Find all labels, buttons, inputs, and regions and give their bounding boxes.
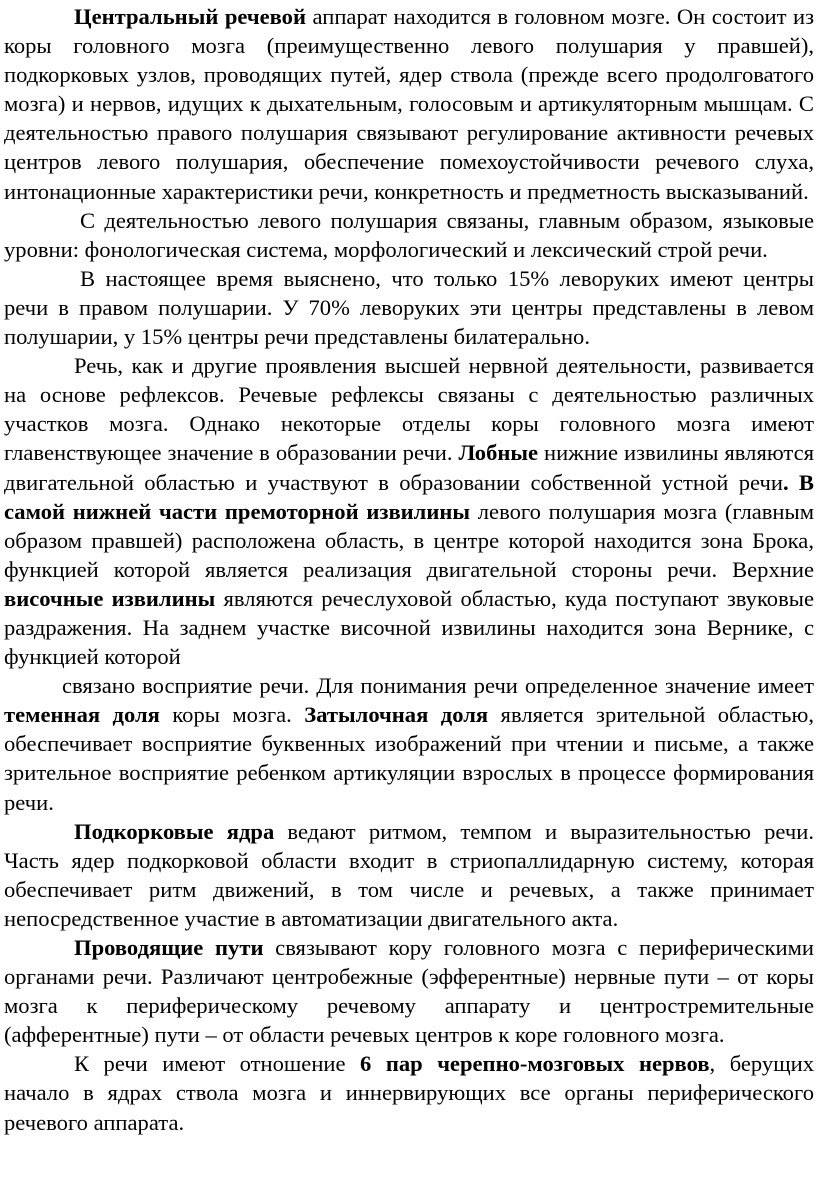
paragraph-text: аппарат находится в головном мозге. Он состоит из коры головного мозга (преимущественно левого полушария у правшей), подкорковых узлов, проводящих путей, ядер ствола (прежде всего продолговатого мозга) и нервов, идущих к дыхательным, голосовым и артикуляторным мышцам. С деятельностью правого полушария связывают регулирование активности речевых центров левого полушария, обеспечение помехоустойчивости речевого слуха, интонационные характеристики речи, конкретность и предметность высказываний. <box>4 4 815 204</box>
paragraph-left-hemisphere <box>4 206 814 264</box>
paragraph-left-handed <box>4 264 814 351</box>
paragraph-subcortical-nuclei <box>4 817 814 933</box>
paragraph-text: Речь, как и другие проявления высшей нервной деятельности, развивается на основе рефлексов. Речевые рефлексы связаны с деятельностью различных участков мозга. Однако некоторые отделы коры головного мозга имеют главенствующее значение в образовании речи. <box>4 353 814 466</box>
paragraph-central-speech-apparatus <box>4 2 814 206</box>
term-frontal: Лобные <box>458 440 539 466</box>
paragraph-text: В настоящее время выяснено, что только 15% леворуких имеют центры речи в правом полушарии. У 70% леворуких эти центры представлены в левом полушарии, у 15% центры речи представлены билатерально. <box>4 265 814 350</box>
term-parietal-lobe: теменная доля <box>4 702 160 728</box>
term-occipital-lobe: Затылочная доля <box>304 702 489 728</box>
paragraph-text: ведают ритмом, темпом и выразительностью речи. Часть ядер подкорковой области входит в стриопаллидарную систему, которая обеспечивает ритм движений, в том числе и речевых, а также принимает непосредственное участие в автоматизации двигательного акта. <box>4 818 814 931</box>
paragraph-text: К речи имеют отношение <box>74 1051 361 1077</box>
term-cranial-nerves: 6 пар черепно-мозговых нервов <box>360 1051 710 1077</box>
paragraph-conducting-pathways <box>4 933 814 1049</box>
paragraph-text: является зрительной областью, обеспечивает восприятие буквенных изображений при чтении и письме, а также зрительное восприятие ребенком артикуляции взрослых в процессе формирования речи. <box>4 702 815 815</box>
paragraph-cranial-nerves <box>4 1049 814 1136</box>
paragraph-text: связано восприятие речи. Для понимания речи определенное значение имеет <box>62 673 814 699</box>
paragraph-text: С деятельностью левого полушария связаны, главным образом, языковые уровни: фонологическая система, морфологический и лексический строй речи. <box>4 207 814 262</box>
paragraph-text: , берущих начало в ядрах ствола мозга и иннервирующих все органы периферического речевого аппарата. <box>4 1051 814 1135</box>
paragraph-text: левого полушария мозга (главным образом правшей) расположена область, в центре которой находится зона Брока, функцией которой является реализация двигательной стороны речи. Верхние <box>4 498 814 582</box>
term-temporal-gyri: височные извилины <box>4 585 216 611</box>
paragraph-text: нижние извилины являются двигательной областью и участвуют в образовании собственной устной речи <box>4 440 814 495</box>
term-premotor-gyrus: . В самой нижней части премоторной извилины <box>4 469 815 524</box>
paragraph-text: коры мозга. <box>159 702 305 728</box>
term-central-speech: Центральный речевой <box>74 4 307 29</box>
paragraph-text: являются речеслуховой областью, куда поступают звуковые раздражения. На заднем участке височной извилины находится зона Вернике, с функцией которой <box>4 585 814 670</box>
paragraph-reflexes-and-zones <box>4 351 814 671</box>
term-subcortical-nuclei: Подкорковые ядра <box>74 818 275 844</box>
term-conducting-pathways: Проводящие пути <box>74 935 264 960</box>
paragraph-text: связывают кору головного мозга с периферическими органами речи. Различают центробежные (эфферентные) нервные пути – от коры мозга к периферическому речевому аппарату и центростремительные (афферентные) пути – от области речевых центров к коре головного мозга. <box>4 935 814 1048</box>
paragraph-parietal-occipital <box>4 671 814 816</box>
